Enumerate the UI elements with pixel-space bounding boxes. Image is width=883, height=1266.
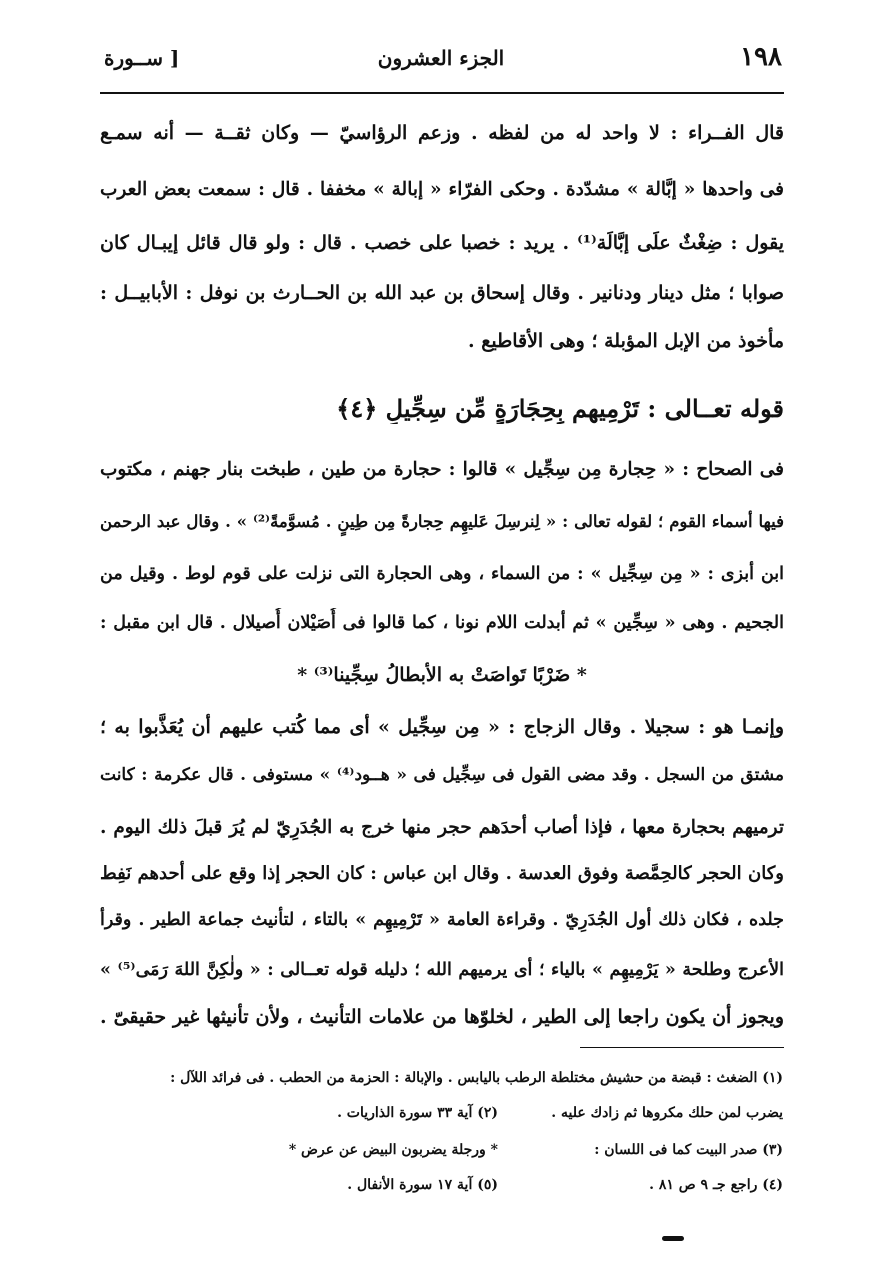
page-number: ١٩٨: [740, 42, 782, 72]
footnote-1-continued: يضرب لمن حلك مكروها ثم زادك عليه .: [551, 1105, 783, 1121]
footnote-3-verse: * ورجلة يضربون البيض عن عرض *: [288, 1142, 498, 1158]
body-line: الجحيم . وهى « سِجِّين » ثم أبدلت اللام نونا ، كما قالوا فى أُصَيْلان أُصيلال . قال ابن مقبل :: [100, 613, 784, 633]
body-line: فيها أسماء القوم ؛ لقوله تعالى : « لِنرسِلَ عَليهِم حِجارةً مِن طِينٍ . مُسوَّمةً⁽²⁾ » . وقال عبد الرحمن: [100, 512, 784, 531]
footnote-rule: [580, 1047, 784, 1048]
body-line: مشتق من السجل . وقد مضى القول فى سِجِّيل فى « هــود⁽⁴⁾ » مستوفى . قال عكرمة : كانت: [100, 765, 784, 785]
body-line: الأعرج وطلحة « يَرْمِيهِم » بالياء ؛ أى يرميهم الله ؛ دليله قوله تعــالى : « ولٰكِنَّ اللهَ رَمَى⁽⁵⁾ »: [100, 960, 784, 980]
footnote-5: (٥) آية ١٧ سورة الأنفال .: [347, 1177, 498, 1193]
verse-heading: قوله تعــالى : تَرْمِيهِم بِحِجَارَةٍ مِّن سِجِّيلٍ ﴿٤﴾: [336, 394, 784, 423]
body-line: فى واحدها « إبَّالة » مشدّدة . وحكى الفرّاء « إبالة » مخففا . قال : سمعت بعض العرب: [100, 179, 784, 200]
body-line: يقول : ضِغْثٌ علَى إبَّالَة⁽¹⁾ . يريد : خصبا على خصب . قال : ولو قال قائل إيبـال كان: [100, 232, 784, 254]
body-line: وكان الحجر كالحِمَّصة وفوق العدسة . وقال ابن عباس : كان الحجر إذا وقع على أحدهم نَفِط: [100, 863, 784, 884]
body-line: مأخوذ من الإبل المؤبلة ؛ وهى الأقاطيع .: [468, 330, 784, 352]
body-line: وإنمـا هو : سجيلا . وقال الزجاج : « مِن سِجِّيل » أى مما كُتب عليهم أن يُعَذَّبوا به ؛: [100, 716, 784, 738]
running-title: الجزء العشرون: [377, 46, 505, 70]
body-line: قال الفــراء : لا واحد له من لفظه . وزعم الرؤاسيّ — وكان ثقــة — أنه سمـع: [100, 122, 784, 144]
footnote-4: (٤) راجع جـ ٩ ص ٨١ .: [649, 1177, 783, 1193]
footnote-2: (٢) آية ٣٣ سورة الذاريات .: [337, 1105, 498, 1121]
body-line: ابن أبزى : « مِن سِجِّيل » : من السماء ، وهى الحجارة التى نزلت على قوم لوط . وقيل من: [100, 564, 784, 584]
surah-label: [ ســورة: [104, 46, 180, 70]
body-line: فى الصحاح : « حِجارة مِن سِجِّيل » قالوا : حجارة من طين ، طبخت بنار جهنم ، مكتوب: [100, 459, 784, 480]
body-line: ترميهم بحجارة معها ، فإذا أصاب أحدَهم حجر منها خرج به الجُدَرِيّ لم يُرَ قبلَ ذلك اليوم .: [100, 817, 784, 838]
footnote-3: (٣) صدر البيت كما فى اللسان :: [594, 1142, 783, 1158]
footnote-1: (١) الضغث : قبضة من حشيش مختلطة الرطب باليابس . والإبالة : الحزمة من الحطب . فى فرائد اللآل :: [170, 1070, 783, 1086]
page-mark: [662, 1236, 684, 1241]
body-line: جلده ، فكان ذلك أول الجُدَرِيّ . وقراءة العامة « تَرْمِيهِم » بالتاء ، لتأنيث جماعة الطير . وقرأ: [100, 910, 784, 930]
poetry-verse: * ضَرْبًا تَواصَتْ به الأبطالُ سِجِّينا⁽³⁾ *: [297, 664, 587, 686]
body-line: صوابا ؛ مثل دينار ودنانير . وقال إسحاق بن عبد الله بن الحــارث بن نوفل : الأبابيــل :: [100, 282, 784, 304]
body-line: ويجوز أن يكون راجعا إلى الطير ، لخلوّها من علامات التأنيث ، ولأن تأنيثها غير حقيقىّ .: [100, 1006, 784, 1028]
header-rule: [100, 92, 784, 94]
page-header: [100, 42, 782, 82]
